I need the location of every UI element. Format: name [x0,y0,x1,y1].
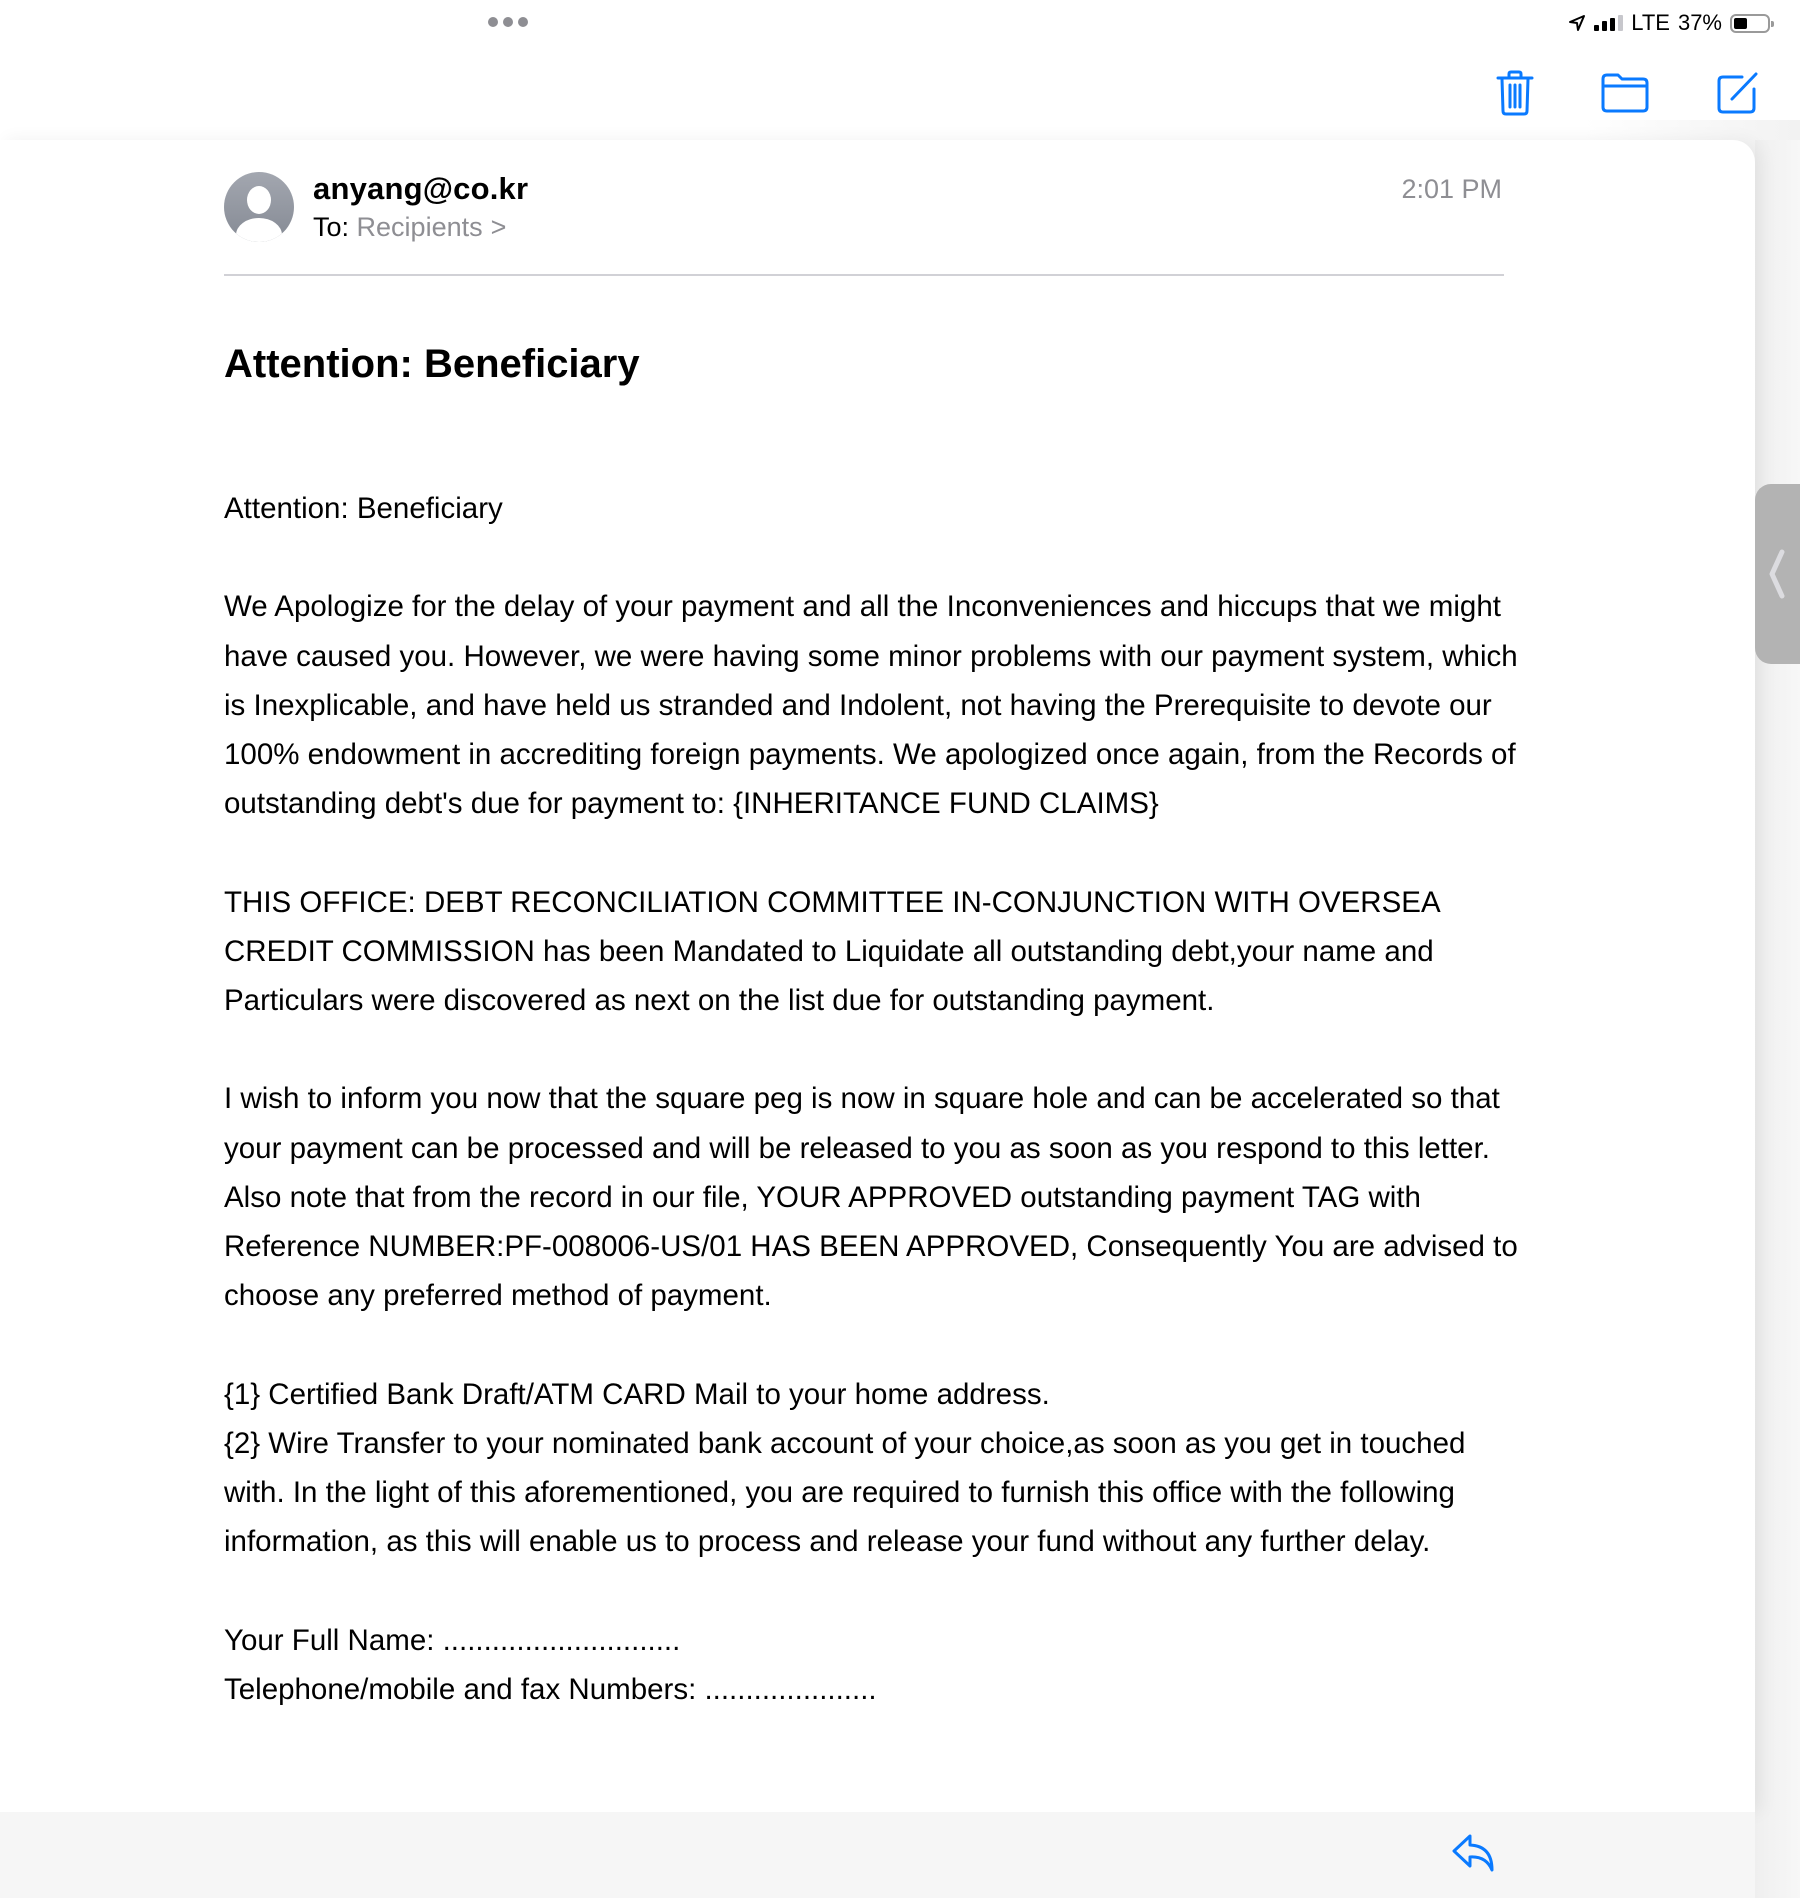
body-paragraph-1: We Apologize for the delay of your payment and all the Inconveniences and hiccups that we might have caused you. However, we were having some minor problems with our payment system, which is Inexplicable, and have held us stranded and Indolent, not having the Prerequisite to devote our 100% endowment in accrediting foreign payments. We apologized once again, from the Records of outstanding debt's due for payment to: {INHERITANCE FUND CLAIMS} [224,590,1518,821]
status-indicators [1568,8,1770,38]
compose-icon [1716,71,1760,115]
recipients-line[interactable] [313,212,506,243]
move-to-folder-button[interactable] [1600,68,1650,118]
chevron-left-icon [1767,548,1787,600]
trash-icon [1495,70,1535,116]
location-icon [1568,14,1586,32]
body-greeting: Attention: Beneficiary [224,492,503,525]
slide-over-handle[interactable] [1755,484,1800,664]
multitasking-dots-icon[interactable] [488,17,528,27]
cellular-signal-icon [1594,15,1623,31]
message-subject: Attention: Beneficiary [224,342,640,386]
recipients-link[interactable]: Recipients [356,212,483,242]
body-paragraph-2: THIS OFFICE: DEBT RECONCILIATION COMMITTEE IN-CONJUNCTION WITH OVERSEA CREDIT COMMISSION has been Mandated to Liquidate all outstanding debt,your name and Particulars were discovered as next on the list due for outstanding payment. [224,885,1440,1017]
battery-percent: 37% [1677,10,1722,35]
payment-option-1: {1} Certified Bank Draft/ATM CARD Mail to your home address. [224,1377,1050,1411]
status-bar [0,0,1800,48]
trash-button[interactable] [1490,68,1540,118]
bottom-toolbar [0,1812,1755,1898]
info-field-telephone: Telephone/mobile and fax Numbers: ..................... [224,1672,877,1706]
message-body [224,484,1524,1714]
reply-arrow-icon [1450,1832,1500,1876]
header-divider [224,274,1504,276]
info-field-full-name: Your Full Name: ............................. [224,1623,681,1657]
folder-icon [1601,73,1649,113]
network-type: LTE [1631,10,1670,35]
chevron-right-icon: > [490,212,507,242]
message-toolbar [0,58,1800,128]
reply-button[interactable] [1450,1832,1506,1882]
compose-button[interactable] [1713,68,1763,118]
payment-option-2: {2} Wire Transfer to your nominated bank account of your choice,as soon as you get in touched with. In the light of this aforementioned, you are required to furnish this office with the following information, as this will enable us to process and release your fund without any further delay. [224,1426,1466,1559]
side-panel [1755,140,1800,1898]
battery-icon [1730,14,1770,33]
to-label: To: [313,212,350,242]
message-time: 2:01 PM [1401,174,1502,204]
body-paragraph-3: I wish to inform you now that the square peg is now in square hole and can be accelerated so that your payment can be processed and will be released to you as soon as you respond to this letter. Also note that from the record in our file, YOUR APPROVED outstanding payment TAG with Reference NUMBER:PF-008006-US/01 HAS BEEN APPROVED, Consequently You are advised to choose any preferred method of payment. [224,1082,1518,1313]
sender-address[interactable]: anyang@co.kr [313,171,529,206]
sender-avatar[interactable] [224,172,294,242]
